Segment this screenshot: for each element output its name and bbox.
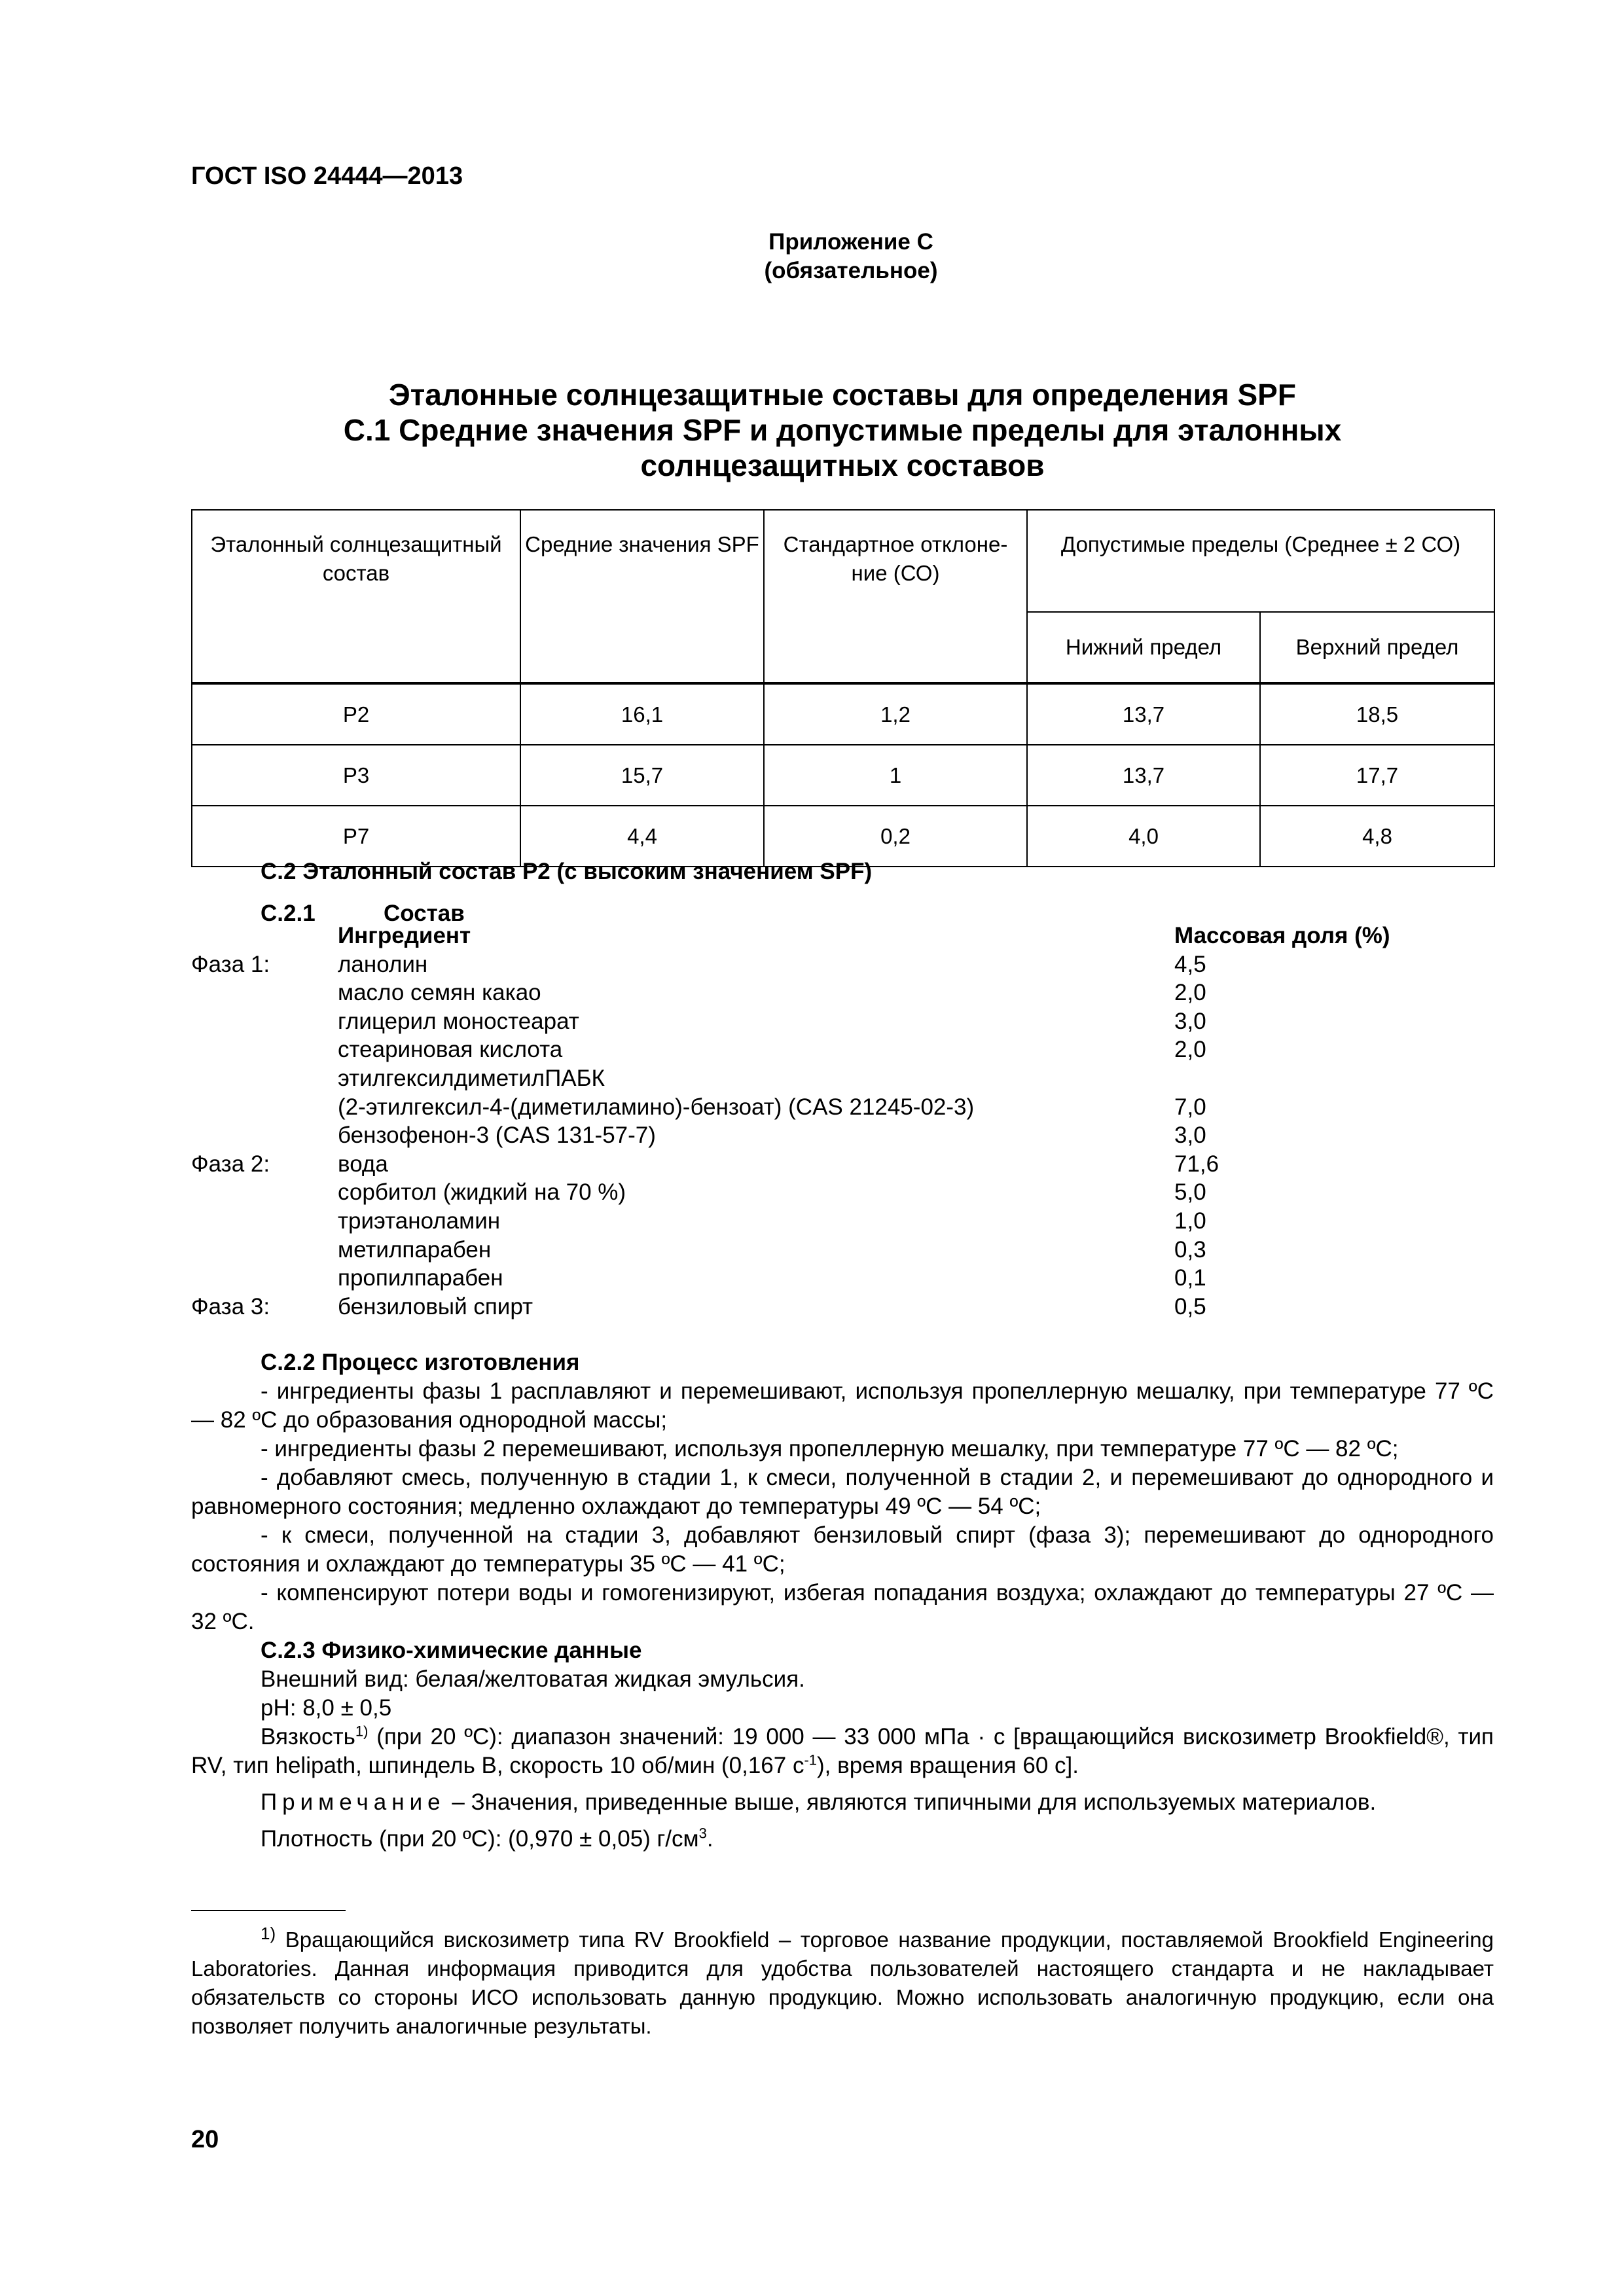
density-label: Плотность (при 20 ºC): (0,970 ± 0,05) г/см (261, 1826, 699, 1852)
table-cell: 4,8 (1260, 806, 1494, 867)
footnote-divider (191, 1910, 346, 1911)
ingredient-name: ланолин (338, 951, 428, 977)
process-section (191, 1348, 1494, 1854)
density-text (191, 1825, 1494, 1854)
ingredient-value: 0,1 (1174, 1265, 1206, 1291)
table-cell: 0,2 (764, 806, 1027, 867)
table-cell: 13,7 (1027, 683, 1260, 745)
section-c22-heading: С.2.2 Процесс изготовления (261, 1350, 580, 1375)
ingredient-name: (2-этилгексил-4-(диметиламино)-бензоат) (CAS 21245-02-3) (338, 1094, 975, 1120)
title-line-3: солнцезащитных составов (640, 448, 1045, 482)
ingredient-value: 1,0 (1174, 1208, 1206, 1234)
ingredient-name: триэтаноламин (338, 1208, 501, 1234)
header-std-dev: Стандартное отклоне-ние (СО) (764, 510, 1027, 683)
ingredient-name: глицерил моностеарат (338, 1008, 579, 1034)
table-cell: P3 (192, 745, 520, 806)
table-cell: 4,4 (520, 806, 764, 867)
footnote-mark: 1) (261, 1924, 276, 1943)
list-item (191, 1236, 1494, 1265)
table-cell: 13,7 (1027, 745, 1260, 806)
list-item (191, 1121, 1494, 1150)
ingredient-value: 2,0 (1174, 980, 1206, 1006)
footnote (191, 1926, 1494, 2041)
list-item (191, 1293, 1494, 1321)
ingredient-name: масло семян какао (338, 980, 541, 1006)
ingredient-column-label: Ингредиент (338, 923, 471, 948)
list-item (191, 1150, 1494, 1179)
footnote-ref: 1) (355, 1723, 369, 1740)
list-item (191, 978, 1494, 1007)
note-text (191, 1788, 1494, 1817)
viscosity-body: (при 20 ºC): диапазон значений: 19 000 — 33 000 мПа · с [вращающийся вискозиметр Brookfield®, тип RV, тип helipath, шпиндель B, скорость 10 об/мин (0,167 с (191, 1724, 1494, 1778)
table-row (192, 683, 1494, 745)
document-code: ГОСТ ISO 24444—2013 (191, 162, 463, 190)
phase-label: Фаза 2: (191, 1151, 270, 1177)
process-step: - ингредиенты фазы 2 перемешивают, используя пропеллерную мешалку, при температуре 77 ºC — 82 ºC; (261, 1436, 1399, 1462)
table-cell: P7 (192, 806, 520, 867)
page-title (191, 377, 1494, 483)
list-item (191, 1207, 1494, 1236)
ingredient-name: вода (338, 1151, 388, 1177)
table-cell: 18,5 (1260, 683, 1494, 745)
list-item (191, 1093, 1494, 1122)
ingredient-value: 4,5 (1174, 951, 1206, 977)
table-cell: 4,0 (1027, 806, 1260, 867)
table-cell: 1,2 (764, 683, 1027, 745)
ingredients-header (191, 922, 1494, 950)
phase-label: Фаза 3: (191, 1293, 270, 1319)
ph-text: pH: 8,0 ± 0,5 (261, 1695, 392, 1721)
ingredients-list (191, 922, 1494, 1321)
header-acceptance-limits: Допустимые пределы (Среднее ± 2 СО) (1027, 510, 1494, 612)
section-c21-number: С.2.1 (261, 901, 316, 926)
list-item (191, 1064, 1494, 1093)
list-item (191, 1007, 1494, 1036)
title-line-2: C.1 Средние значения SPF и допустимые пределы для эталонных (343, 413, 1342, 447)
spf-table (191, 509, 1495, 867)
ingredient-name: бензофенон-3 (CAS 131-57-7) (338, 1122, 656, 1149)
list-item (191, 1035, 1494, 1064)
superscript: 3 (698, 1825, 707, 1842)
ingredient-name: сорбитол (жидкий на 70 %) (338, 1179, 626, 1206)
table-cell: 17,7 (1260, 745, 1494, 806)
ingredient-name: метилпарабен (338, 1236, 492, 1263)
list-item (191, 1178, 1494, 1207)
ingredient-value: 5,0 (1174, 1179, 1206, 1206)
superscript: -1 (804, 1751, 818, 1768)
annex-heading (655, 228, 1047, 285)
ingredient-value: 0,3 (1174, 1236, 1206, 1263)
header-lower-limit: Нижний предел (1027, 612, 1260, 683)
ingredient-name: этилгексилдиметилПАБК (338, 1065, 605, 1091)
mass-fraction-column-label: Массовая доля (%) (1174, 923, 1390, 948)
viscosity-label: Вязкость (261, 1724, 355, 1749)
page-number: 20 (191, 2126, 219, 2153)
annex-type: (обязательное) (764, 258, 938, 283)
ingredient-name: пропилпарабен (338, 1265, 503, 1291)
table-header-row (192, 510, 1494, 612)
header-mean-spf: Средние значения SPF (520, 510, 764, 683)
table-row (192, 745, 1494, 806)
process-step: - компенсируют потери воды и гомогенизируют, избегая попадания воздуха; охлаждают до температуры 27 ºC — 32 ºC. (191, 1580, 1494, 1634)
section-c21-title: Состав (384, 901, 465, 926)
ingredient-value: 3,0 (1174, 1122, 1206, 1149)
annex-title: Приложение С (768, 229, 933, 255)
table-cell: 16,1 (520, 683, 764, 745)
header-upper-limit: Верхний предел (1260, 612, 1494, 683)
header-reference-formulation: Эталонный солнцезащитный состав (192, 510, 520, 683)
ingredient-value: 2,0 (1174, 1037, 1206, 1063)
viscosity-tail: ), время вращения 60 с]. (817, 1753, 1079, 1778)
table-cell: 15,7 (520, 745, 764, 806)
density-tail: . (706, 1826, 713, 1852)
list-item (191, 950, 1494, 979)
ingredient-name: стеариновая кислота (338, 1037, 563, 1063)
ingredient-value: 3,0 (1174, 1008, 1206, 1034)
process-step: - ингредиенты фазы 1 расплавляют и перемешивают, используя пропеллерную мешалку, при температуре 77 ºC — 82 ºC до образования однородной массы; (191, 1378, 1494, 1433)
ingredient-value: 71,6 (1174, 1151, 1219, 1177)
list-item (191, 1264, 1494, 1293)
process-step: - добавляют смесь, полученную в стадии 1, к смеси, полученной в стадии 2, и перемешивают до однородного и равномерного состояния; медленно охлаждают до температуры 49 ºC — 54 ºC; (191, 1465, 1494, 1519)
footnote-text: Вращающийся вискозиметр типа RV Brookfield – торговое название продукции, поставляемой Brookfield Engineering Laboratories. Данная информация приводится для удобства пользователей настоящего стандарта и не накладывает обязательств со стороны ИСО использовать данную продукцию. Можно использовать аналогичную продукцию, если она позволяет получить аналогичные результаты. (191, 1928, 1494, 2038)
ingredient-value: 7,0 (1174, 1094, 1206, 1120)
table-cell: P2 (192, 683, 520, 745)
title-line-1: Эталонные солнцезащитные составы для определения SPF (389, 378, 1296, 412)
viscosity-text (191, 1723, 1494, 1780)
note-label: Примечание (261, 1789, 446, 1815)
ingredient-name: бензиловый спирт (338, 1293, 533, 1319)
appearance-text: Внешний вид: белая/желтоватая жидкая эмульсия. (261, 1666, 805, 1692)
phase-label: Фаза 1: (191, 951, 270, 977)
table-row (192, 806, 1494, 867)
note-body: – Значения, приведенные выше, являются типичными для используемых материалов. (445, 1789, 1377, 1815)
process-step: - к смеси, полученной на стадии 3, добавляют бензиловый спирт (фаза 3); перемешивают до однородного состояния и охлаждают до температуры 35 ºC — 41 ºC; (191, 1522, 1494, 1577)
section-c2-heading: С.2 Эталонный состав P2 (с высоким значением SPF) (261, 859, 873, 884)
ingredient-value: 0,5 (1174, 1293, 1206, 1319)
table-cell: 1 (764, 745, 1027, 806)
section-c23-heading: С.2.3 Физико-химические данные (261, 1638, 642, 1663)
